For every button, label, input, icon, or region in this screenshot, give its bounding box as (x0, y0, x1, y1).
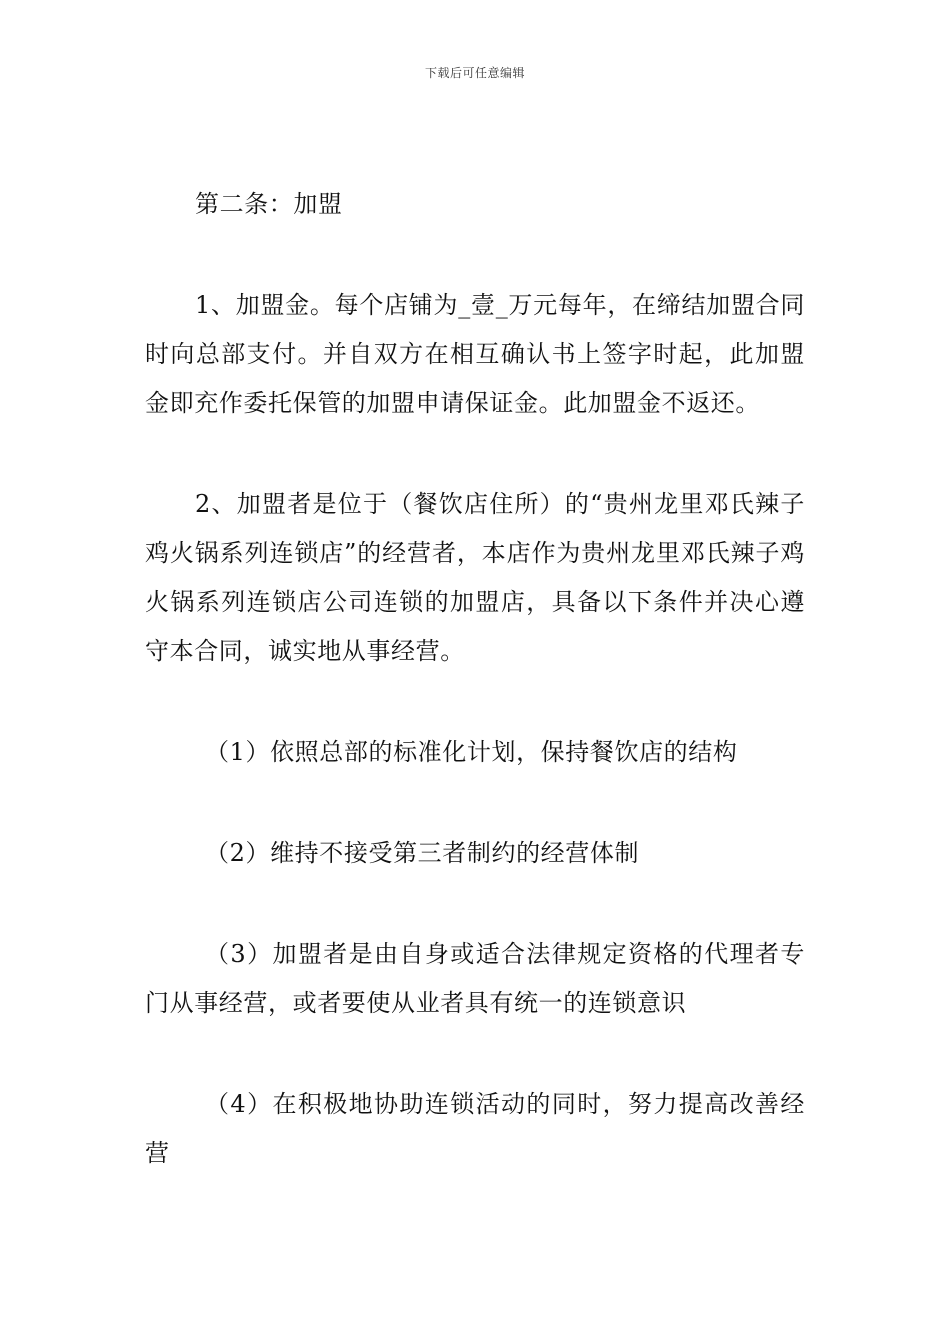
page-header-note: 下载后可任意编辑 (424, 66, 525, 80)
condition-item-4: （4）在积极地协助连锁活动的同时，努力提高改善经营 (145, 1090, 805, 1167)
document-body (145, 180, 805, 1178)
paragraph-franchisee: 2、加盟者是位于（餐饮店住所）的“贵州龙里邓氏辣子鸡火锅系列连锁店”的经营者，本店作为贵州龙里邓氏辣子鸡火锅系列连锁店公司连锁的加盟店，具备以下条件并决心遵守本合同，诚实地从事经营。 (145, 490, 805, 665)
paragraph-franchise-fee: 1、加盟金。每个店铺为_壹_万元每年，在缔结加盟合同时向总部支付。并自双方在相互确认书上签字时起，此加盟金即充作委托保管的加盟申请保证金。此加盟金不返还。 (145, 291, 805, 417)
condition-item-3: （3）加盟者是由自身或适合法律规定资格的代理者专门从事经营，或者要使从业者具有统一的连锁意识 (145, 940, 805, 1017)
article-heading: 第二条：加盟 (195, 190, 343, 218)
condition-item-1: （1）依照总部的标准化计划，保持餐饮店的结构 (205, 738, 738, 766)
condition-item-2: （2）维持不接受第三者制约的经营体制 (205, 839, 640, 867)
